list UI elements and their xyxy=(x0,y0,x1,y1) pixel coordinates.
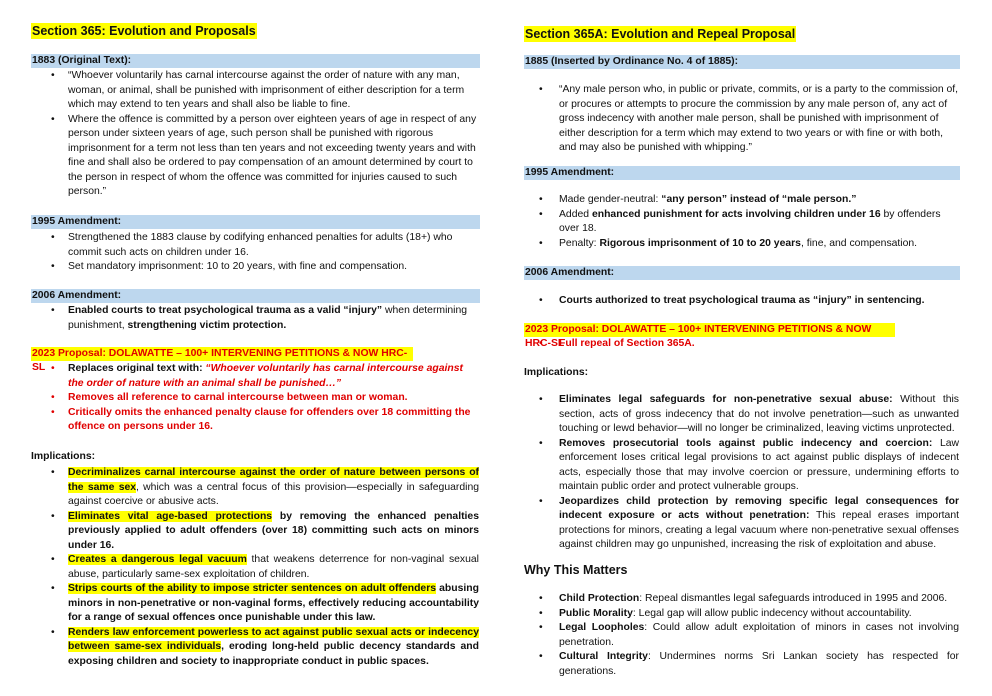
list-item xyxy=(524,193,959,208)
list-item: • Set mandatory imprisonment: 10 to 20 years, with fine and compensation. xyxy=(31,260,479,275)
highlight-text: Strips courts of the ability to impose stricter sentences on adult offenders xyxy=(68,583,437,594)
list-item xyxy=(524,607,959,622)
heading-1995: 1995 Amendment: xyxy=(31,215,480,229)
body-text: Law enforcement loses critical legal provisions to act against public displays of indecent acts, especially those that may involve coercion or pressure, undermining efforts to maintain public order and protect vulnerable groups. xyxy=(559,437,960,492)
body-text: Removes all reference to carnal intercourse between man or woman. xyxy=(68,392,408,403)
emphasis-text: Courts authorized to treat psychological trauma as “injury” in sentencing. xyxy=(559,295,925,306)
list-item xyxy=(31,406,479,435)
body-text: abusing minors in non-penetrative or non-vaginal forms, effectively reducing accountability for a range of sexual offences once punishable under this law. xyxy=(68,583,479,623)
heading-2023-proposal-right: 2023 Proposal: DOLAWATTE – 100+ INTERVENING PETITIONS & NOW HRC-SL xyxy=(524,323,895,337)
highlight-text: Decriminalizes carnal intercourse against the order of nature between persons of the same sex xyxy=(68,467,479,493)
highlight-text: Creates a dangerous legal vacuum xyxy=(68,554,247,565)
list-2023-right xyxy=(524,337,959,352)
list-item xyxy=(31,362,479,391)
body-text: by removing the enhanced penalties previously applied to adult offenders (over 18) committing such acts on minors under 16. xyxy=(68,510,479,551)
emphasis-text: Rigorous imprisonment of 10 to 20 years xyxy=(599,237,801,249)
list-2006-right xyxy=(524,294,959,309)
emphasis-text: Removes prosecutorial tools against public indecency and coercion: xyxy=(559,437,933,449)
list-item xyxy=(524,621,959,650)
body-text: Penalty: xyxy=(559,237,600,249)
list-item xyxy=(31,510,479,554)
highlight-text: Eliminates vital age-based protections xyxy=(68,510,273,522)
list-item: • Strengthened the 1883 clause by codifying enhanced penalties for adults (18+) who commit such acts on children under 16. xyxy=(31,231,479,260)
section-365-title: Section 365: Evolution and Proposals xyxy=(32,24,256,38)
list-item xyxy=(524,337,959,352)
implications-heading-left: Implications: xyxy=(31,451,96,462)
why-this-matters-heading: Why This Matters xyxy=(524,563,628,577)
body-text: Made gender-neutral: xyxy=(559,194,662,205)
implications-list-left xyxy=(31,466,479,669)
list-item xyxy=(31,304,479,333)
heading-1883: 1883 (Original Text): xyxy=(31,54,480,68)
emphasis-text: enhanced punishment for acts involving children under 16 xyxy=(591,208,881,220)
emphasis-text: Enabled courts to treat psychological trauma as a valid “injury” xyxy=(68,305,383,316)
body-text: that weakens deterrence for non-vaginal sexual abuse, particularly same-sex exploitation of children. xyxy=(68,554,479,580)
heading-1885: 1885 (Inserted by Ordinance No. 4 of 1885): xyxy=(524,55,960,69)
body-text: the enhanced penalty clause for offenders over 18 committing the offence on persons under 16. xyxy=(68,406,471,432)
list-item xyxy=(31,466,479,510)
heading-2006: 2006 Amendment: xyxy=(31,289,480,303)
body-text: : Could allow adult exploitation of minors in cases not involving penetration. xyxy=(559,622,959,648)
implications-heading-right: Implications: xyxy=(524,367,589,378)
heading-2006-right: 2006 Amendment: xyxy=(524,266,960,280)
body-text: by offenders over 18. xyxy=(559,208,941,234)
emphasis-text: “any person” instead of “male person.” xyxy=(661,194,857,205)
highlight-text: Renders law enforcement powerless to act against public sexual acts or indecency between same-sex individuals xyxy=(68,626,479,652)
body-text: : Legal gap will allow public indecency without accountability. xyxy=(632,607,912,619)
list-item xyxy=(524,294,959,309)
list-2006 xyxy=(31,304,479,333)
body-text: when determining punishment, xyxy=(68,305,468,331)
emphasis-text: Jeopardizes child protection by removing specific legal consequences for indecent exposure or acts without penetration: xyxy=(559,495,959,521)
list-1885 xyxy=(524,83,959,156)
emphasis-text: Cultural Integrity xyxy=(559,651,648,662)
emphasis-text: Full repeal of Section 365A. xyxy=(559,338,695,349)
list-item xyxy=(524,650,959,679)
section-365a-title: Section 365A: Evolution and Repeal Proposal xyxy=(525,27,796,41)
body-text: Replaces original text with: xyxy=(68,363,206,374)
body-text: Added xyxy=(559,208,592,220)
emphasis-text: strengthening victim protection. xyxy=(127,319,287,331)
list-item xyxy=(31,553,479,582)
list-item xyxy=(524,237,959,252)
list-2023 xyxy=(31,362,479,435)
list-item xyxy=(524,592,959,607)
list-1995 xyxy=(31,231,479,275)
emphasis-text: Legal Loopholes xyxy=(559,622,645,633)
list-item: • “Any male person who, in public or private, commits, or is a party to the commission of, or procures or attempts to procure the commission by any male person of, any act of gross indecency with another male person, shall be punished with imprisonment of either description for a term which may extend to two years or with fine or with both, and may also be punished with whipping.” xyxy=(524,83,959,156)
body-text: Without this section, acts of gross indecency that do not involve penetration—such as unwanted touching or lewd behavior—will no longer be criminalized, leaving victims unprotected. xyxy=(559,394,960,434)
emphasis-text: Eliminates legal safeguards for non-penetrative sexual abuse: xyxy=(559,394,893,405)
list-item xyxy=(31,582,479,626)
list-1883 xyxy=(31,69,479,200)
body-text: This repeal erases important protections for minors, creating a legal vacuum where non-penetrative sexual offenses against children may go unpunished, increasing the risk of exploitation and abuse. xyxy=(559,510,960,550)
body-text: : Repeal dismantles legal safeguards introduced in 1995 and 2006. xyxy=(639,593,948,604)
list-item xyxy=(524,495,959,553)
why-list xyxy=(524,592,959,679)
list-item xyxy=(524,393,959,437)
body-text: , fine, and compensation. xyxy=(800,237,918,249)
list-item xyxy=(524,208,959,237)
heading-1995-right: 1995 Amendment: xyxy=(524,166,960,180)
body-text: , which was a central focus of this provision—especially in safeguarding against coercive or abusive acts. xyxy=(68,481,479,507)
emphasis-text: Child Protection xyxy=(559,593,640,604)
heading-2023-proposal: 2023 Proposal: DOLAWATTE – 100+ INTERVENING PETITIONS & NOW HRC-SL xyxy=(31,347,413,361)
implications-list-right xyxy=(524,393,959,553)
emphasis-text: Critically omits xyxy=(68,406,143,418)
emphasis-text: Public Morality xyxy=(559,607,633,619)
list-item xyxy=(524,437,959,495)
quote-text: “Whoever voluntarily has carnal intercourse against the order of nature with an animal shall be punished…” xyxy=(68,363,463,389)
body-text: , eroding long-held public decency standards and exposing children and society to inappropriate conduct in public spaces. xyxy=(68,641,479,667)
list-item xyxy=(31,626,479,670)
body-text: : Undermines norms Sri Lankan society has respected for generations. xyxy=(559,651,959,677)
list-1995-right xyxy=(524,193,959,251)
list-item: • Where the offence is committed by a person over eighteen years of age in respect of any person under sixteen years of age, such person shall be punished with rigorous imprisonment for a term not less than ten years and not exceeding twenty years and with fine and shall also be ordered to pay compensation of an amount determined by court to the person in respect of whom the offence was committed for injuries caused to such person.” xyxy=(31,113,479,200)
list-item: • “Whoever voluntarily has carnal intercourse against the order of nature with any man, woman, or animal, shall be punished with imprisonment of either description for a term which may extend to ten years and shall also be liable to fine. xyxy=(31,69,479,113)
list-item xyxy=(31,391,479,406)
